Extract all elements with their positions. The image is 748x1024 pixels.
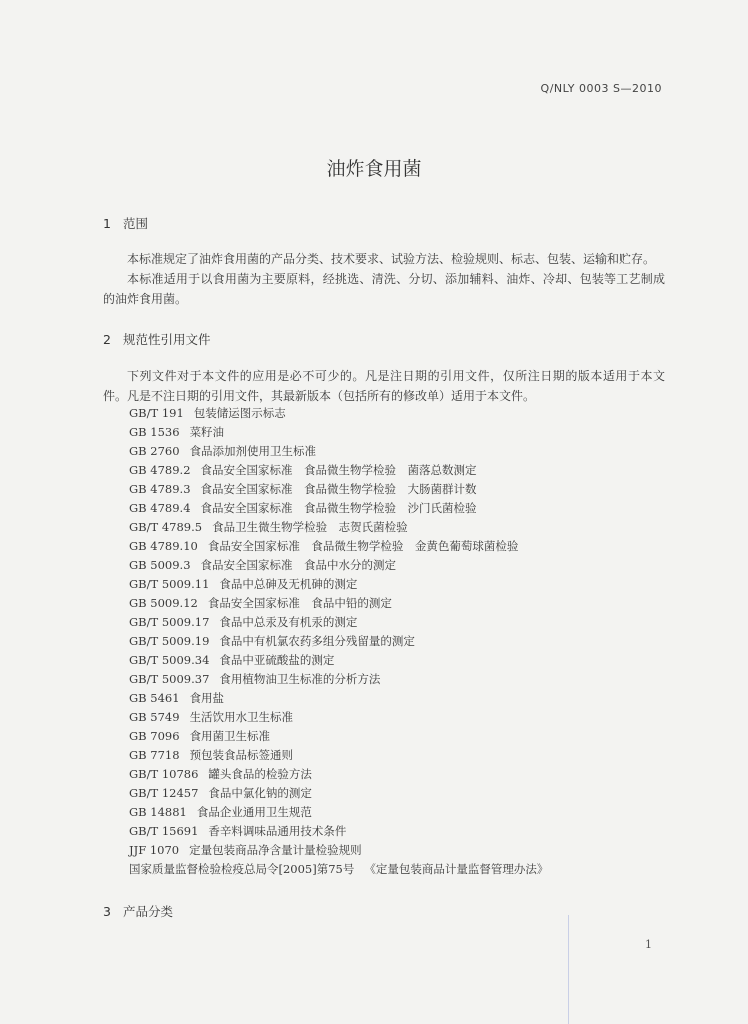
reference-code: GB/T 5009.37 <box>129 672 210 686</box>
reference-title: 定量包装商品净含量计量检验规则 <box>189 843 362 857</box>
scope-paragraph-1: 本标准规定了油炸食用菌的产品分类、技术要求、试验方法、检验规则、标志、包装、运输和贮存。 <box>127 252 656 266</box>
section-title: 规范性引用文件 <box>123 332 211 347</box>
reference-code: GB 5461 <box>129 691 180 705</box>
reference-title: 预包装食品标签通则 <box>189 748 294 762</box>
section-heading-product-classification <box>103 902 173 920</box>
reference-code: GB 2760 <box>129 444 180 458</box>
reference-title: 食品中总砷及无机砷的测定 <box>219 577 358 591</box>
reference-title: 食品中亚硫酸盐的测定 <box>219 653 335 667</box>
reference-title: 食品安全国家标准 食品微生物学检验 大肠菌群计数 <box>200 482 477 496</box>
reference-code: GB 5009.3 <box>129 558 191 572</box>
reference-code: GB/T 4789.5 <box>129 520 203 534</box>
reference-title: 食用盐 <box>189 691 225 705</box>
reference-item <box>129 746 548 765</box>
reference-title: 食品中氯化钠的测定 <box>208 786 312 800</box>
reference-code: GB 1536 <box>129 425 180 439</box>
reference-item <box>129 670 548 689</box>
reference-item <box>129 765 548 784</box>
reference-title: 食用菌卫生标准 <box>189 729 271 743</box>
page-number: 1 <box>645 938 652 951</box>
scan-margin-line <box>568 915 569 1024</box>
reference-code: 国家质量监督检验检疫总局令[2005]第75号 <box>129 862 355 876</box>
reference-item <box>129 480 548 499</box>
reference-code: GB 7718 <box>129 748 180 762</box>
reference-item <box>129 556 548 575</box>
reference-item <box>129 461 548 480</box>
reference-item <box>129 689 548 708</box>
reference-title: 食用植物油卫生标准的分析方法 <box>219 672 381 686</box>
section-number: 1 <box>103 216 111 231</box>
reference-code: GB/T 5009.34 <box>129 653 210 667</box>
reference-code: GB/T 5009.17 <box>129 615 210 629</box>
reference-item <box>129 841 548 860</box>
section-title: 范围 <box>123 216 149 231</box>
references-intro: 下列文件对于本文件的应用是必不可少的。凡是注日期的引用文件，仅所注日期的版本适用于本文件。凡是不注日期的引用文件，其最新版本（包括所有的修改单）适用于本文件。 <box>103 369 665 403</box>
section-number: 3 <box>103 904 111 919</box>
reference-title: 食品企业通用卫生规范 <box>196 805 312 819</box>
document-title: 油炸食用菌 <box>326 158 422 180</box>
reference-title: 食品中总汞及有机汞的测定 <box>219 615 358 629</box>
reference-item <box>129 575 548 594</box>
reference-title: 食品中有机氯农药多组分残留量的测定 <box>219 634 415 648</box>
reference-code: GB/T 10786 <box>129 767 199 781</box>
reference-code: GB/T 191 <box>129 406 184 420</box>
reference-item <box>129 803 548 822</box>
section-number: 2 <box>103 332 111 347</box>
reference-title: 食品安全国家标准 食品微生物学检验 菌落总数测定 <box>200 463 477 477</box>
section-title: 产品分类 <box>123 904 174 919</box>
reference-title: 食品安全国家标准 食品微生物学检验 金黄色葡萄球菌检验 <box>207 539 519 553</box>
reference-title: 食品添加剂使用卫生标准 <box>189 444 317 458</box>
reference-code: GB 4789.2 <box>129 463 191 477</box>
reference-code: GB 4789.3 <box>129 482 191 496</box>
reference-item <box>129 442 548 461</box>
section-heading-scope <box>103 214 148 232</box>
reference-code: GB 5009.12 <box>129 596 198 610</box>
reference-item <box>129 613 548 632</box>
reference-item <box>129 651 548 670</box>
reference-item <box>129 404 548 423</box>
reference-item <box>129 632 548 651</box>
reference-title: 食品安全国家标准 食品微生物学检验 沙门氏菌检验 <box>200 501 477 515</box>
reference-code: GB/T 12457 <box>129 786 199 800</box>
reference-item <box>129 423 548 442</box>
scope-paragraph-2: 本标准适用于以食用菌为主要原料，经挑选、清洗、分切、添加辅料、油炸、冷却、包装等工艺制成的油炸食用菌。 <box>103 272 665 306</box>
reference-title: 《定量包装商品计量监督管理办法》 <box>364 862 549 876</box>
reference-code: GB 4789.10 <box>129 539 198 553</box>
reference-title: 包装储运图示标志 <box>193 406 286 420</box>
reference-title: 香辛料调味品通用技术条件 <box>208 824 347 838</box>
reference-item <box>129 727 548 746</box>
reference-item <box>129 784 548 803</box>
section-heading-normative-references <box>103 330 211 348</box>
reference-title: 食品卫生微生物学检验 志贺氏菌检验 <box>212 520 408 534</box>
reference-item <box>129 499 548 518</box>
reference-item <box>129 860 548 879</box>
reference-code: GB 14881 <box>129 805 187 819</box>
reference-code: GB/T 15691 <box>129 824 199 838</box>
reference-title: 生活饮用水卫生标准 <box>189 710 294 724</box>
reference-list <box>129 404 548 879</box>
reference-code: JJF 1070 <box>129 843 180 857</box>
reference-code: GB/T 5009.19 <box>129 634 210 648</box>
document-code: Q/NLY 0003 S—2010 <box>540 82 662 95</box>
reference-code: GB/T 5009.11 <box>129 577 210 591</box>
reference-title: 食品安全国家标准 食品中铅的测定 <box>207 596 392 610</box>
reference-title: 菜籽油 <box>189 425 225 439</box>
reference-item <box>129 822 548 841</box>
reference-item <box>129 708 548 727</box>
reference-code: GB 7096 <box>129 729 180 743</box>
reference-code: GB 4789.4 <box>129 501 191 515</box>
reference-title: 罐头食品的检验方法 <box>208 767 312 781</box>
reference-code: GB 5749 <box>129 710 180 724</box>
reference-item <box>129 594 548 613</box>
reference-item <box>129 518 548 537</box>
reference-item <box>129 537 548 556</box>
reference-title: 食品安全国家标准 食品中水分的测定 <box>200 558 397 572</box>
